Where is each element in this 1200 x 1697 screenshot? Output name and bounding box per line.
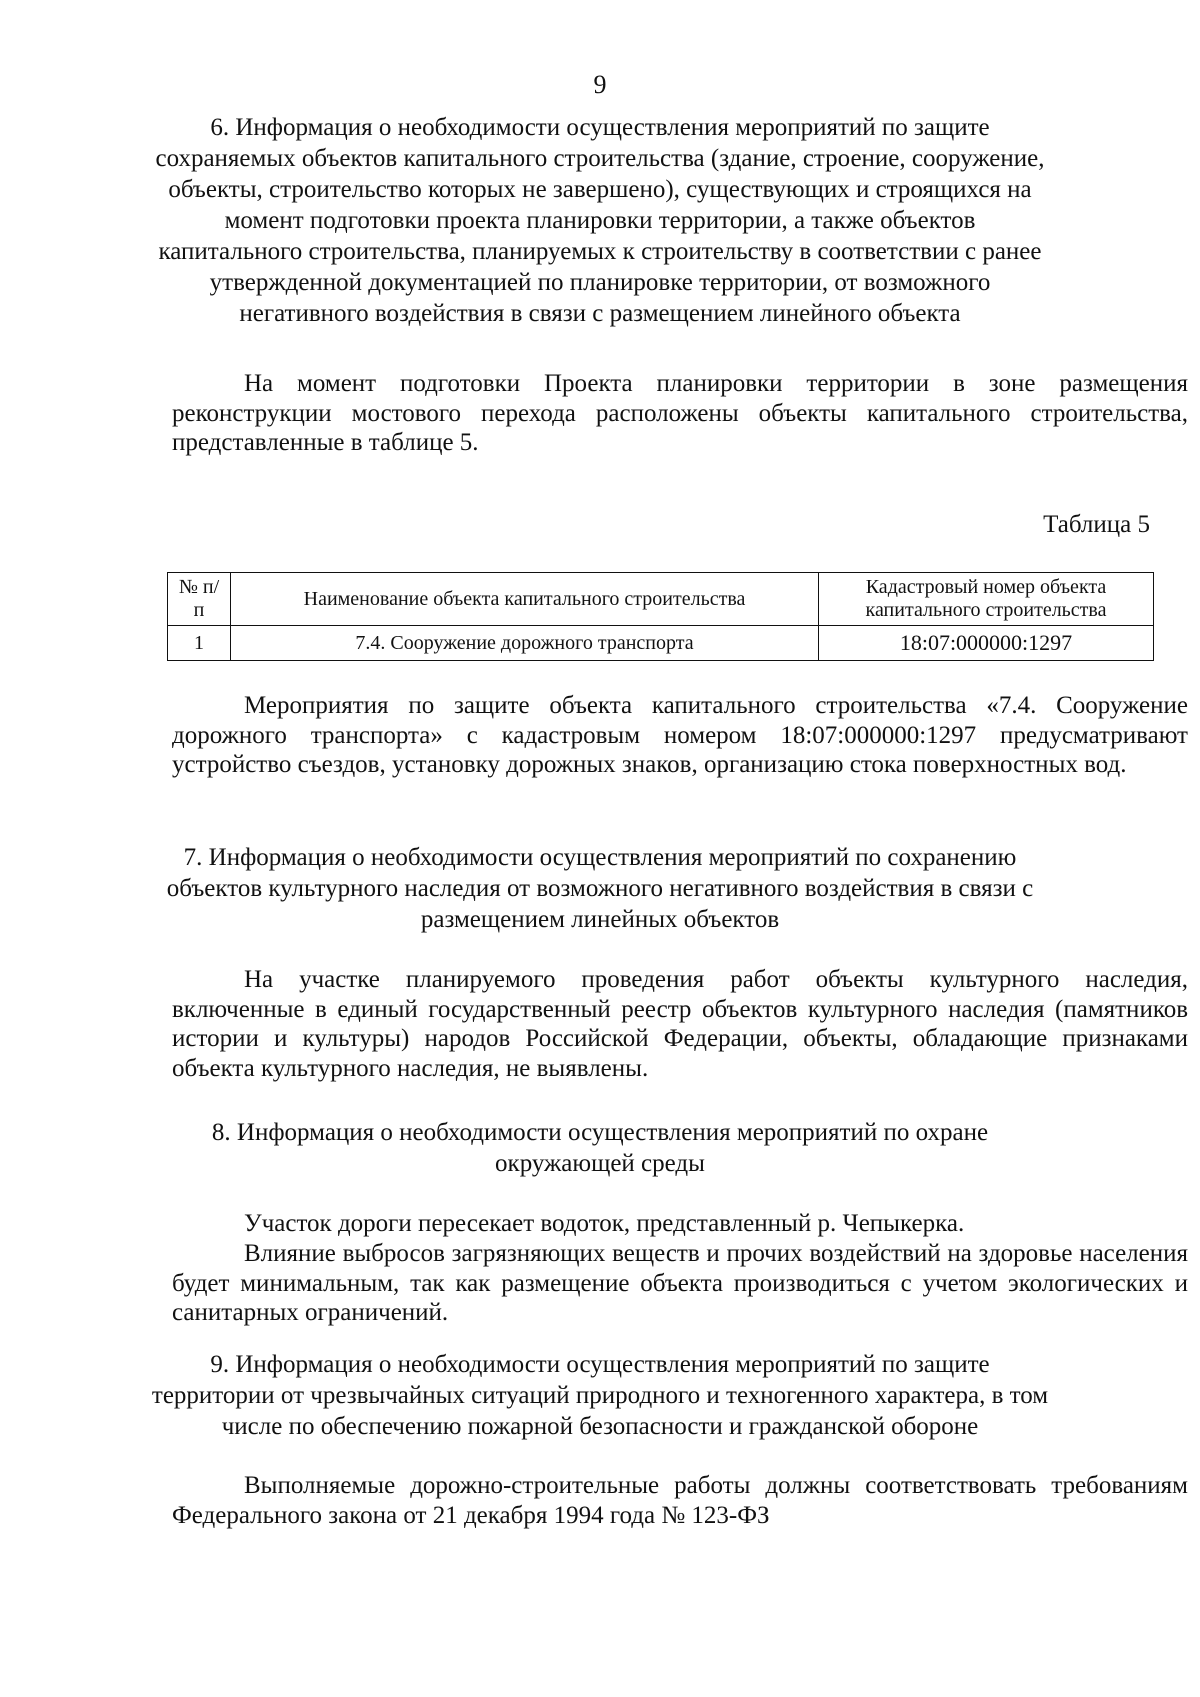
table-5 [167, 572, 1154, 661]
header-name: Наименование объекта капитального строительства [231, 573, 819, 626]
measures-paragraph: Мероприятия по защите объекта капитального строительства «7.4. Сооружение дорожного транспорта» с кадастровым номером 18:07:000000:1297 предусматривают устройство съездов, установку дорожных знаков, организацию стока поверхностных вод. [172, 692, 1188, 778]
section-6-heading: 6. Информация о необходимости осуществления мероприятий по защите сохраняемых объектов капитального строительства (здание, строение, сооружение, объекты, строительство которых не завершено), существующих и строящихся на момент подготовки проекта планировки территории, а также объектов капитального строительства, планируемых к строительству в соответствии с ранее утвержденной документацией по планировке территории, от возможного негативного воздействия в связи с размещением линейного объекта [155, 114, 1045, 327]
cell-cadastral: 18:07:000000:1297 [819, 626, 1154, 661]
section-8-paragraph: Влияние выбросов загрязняющих веществ и прочих воздействий на здоровье населения будет минимальным, так как размещение объекта производиться с учетом экологических и санитарных ограничений. [172, 1240, 1188, 1326]
section-7-paragraph: На участке планируемого проведения работ объекты культурного наследия, включенные в единый государственный реестр объектов культурного наследия (памятников истории и культуры) народов Российской Федерации, объекты, обладающие признаками объекта культурного наследия, не выявлены. [172, 966, 1188, 1082]
cell-name: 7.4. Сооружение дорожного транспорта [231, 626, 819, 661]
section-9-heading: 9. Информация о необходимости осуществления мероприятий по защите территории от чрезвычайных ситуаций природного и техногенного характера, в том числе по обеспечению пожарной безопасности и гражданской обороне [151, 1351, 1049, 1440]
section-8-line: Участок дороги пересекает водоток, представленный р. Чепыкерка. [244, 1210, 965, 1237]
page-number: 9 [593, 70, 607, 99]
header-cadastral: Кадастровый номер объекта капитального строительства [819, 573, 1154, 626]
section-7-heading: 7. Информация о необходимости осуществления мероприятий по сохранению объектов культурного наследия от возможного негативного воздействия в связи с размещением линейных объектов [166, 844, 1034, 933]
cell-num: 1 [168, 626, 231, 661]
section-8-heading: 8. Информация о необходимости осуществления мероприятий по охране окружающей среды [211, 1119, 989, 1177]
table-row [168, 626, 1154, 661]
table-5-caption: Таблица 5 [1043, 511, 1150, 538]
header-num: № п/п [168, 573, 231, 626]
section-6-paragraph: На момент подготовки Проекта планировки территории в зоне размещения реконструкции мостового перехода расположены объекты капитального строительства, представленные в таблице 5. [172, 370, 1188, 456]
table-header-row [168, 573, 1154, 626]
section-9-paragraph: Выполняемые дорожно-строительные работы должны соответствовать требованиям Федерального закона от 21 декабря 1994 года № 123-ФЗ [172, 1472, 1188, 1529]
